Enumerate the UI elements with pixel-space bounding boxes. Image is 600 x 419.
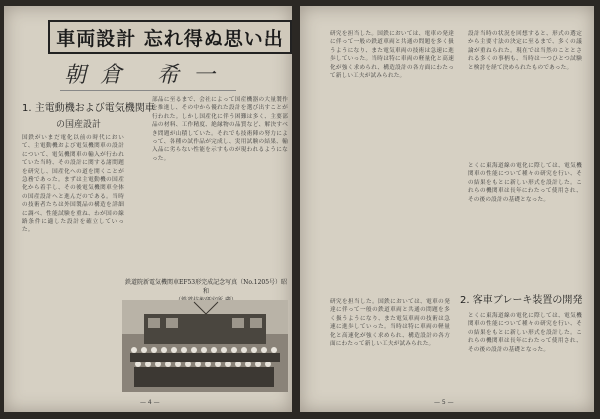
section-heading-2: 2. 客車ブレーキ装置の開発 <box>460 295 583 306</box>
signature-underline <box>60 90 236 91</box>
right-text-column-1: 研究を担当した。国鉄においては、電車の発達に伴って一般の鉄道車両と共通の問題を多く扱うようになり、また電気車両の技術は急速に進歩していった。当時は特に車両の軽量化と高速化が強く求められ、構造設計の各方面にわたって新しい工夫が試みられた。 <box>330 31 454 80</box>
left-text-column-1: 国鉄がいまだ電化以前の時代において、主電動機および電気機関車の設計について、電気機関車の輸入が行われていた当時、その設計に関する諸問題を研究し、国産化への道を開くことが急務であった。まずは主電動機の国産化から着手し、その後電気機関車全体の国産設計へと進んだのである。当時の技術者たちは外国製品の構造を詳細に調べ、性能試験を重ね、わが国の線路条件に適した設計を確立していった。 <box>22 135 124 234</box>
right-page <box>300 6 594 412</box>
left-text-column-2: 部品に至るまで、会社によって国産機器の大量製作を推進し、その中から優れた設計を選び出すことが行われた。しかし国産化に伴う困難は多く、主要部品の材料、工作精度、絶縁物の品質など、解決すべき問題が山積していた。それでも技術陣の努力によって、各種の試作品が完成し、実用試験の結果、輸入品に劣らない性能を示すものが現われるようになった。 <box>152 97 288 162</box>
right-text-column-4: とくに東海道線の電化に際しては、電気機関車の性能について種々の研究を行い、その結果をもとに新しい形式を設計した。これらの機関車は長年にわたって使用され、その後の設計の基礎となった。 <box>468 313 582 353</box>
author-signature: 朝倉 希一 <box>64 63 229 88</box>
section-heading-1: 1. 主電動機および電気機関車 <box>22 103 155 114</box>
photo-caption-main: 鉄道院新電気機関車EF53形完成記念写真（No.1205号）昭和 <box>124 279 288 295</box>
right-page-number: — 5 — <box>434 399 454 406</box>
group-photo <box>122 300 288 392</box>
section-subheading-1: の国産設計 <box>56 120 102 130</box>
right-text-column-3: とくに東海道線の電化に際しては、電気機関車の性能について種々の研究を行い、その結果をもとに新しい形式を設計した。これらの機関車は長年にわたって使用され、その後の設計の基礎となった。 <box>468 163 582 203</box>
right-text-column-1-lower: 研究を担当した。国鉄においては、電車の発達に伴って一般の鉄道車両と共通の問題を多く扱うようになり、また電気車両の技術は急速に進歩していった。当時は特に車両の軽量化と高速化が強く求められ、構造設計の各方面にわたって新しい工夫が試みられた。 <box>330 299 450 348</box>
article-title: 車両設計 忘れ得ぬ思い出 <box>48 20 292 54</box>
right-text-column-2: 設計当時の状況を回想すると、形式の選定から主要寸法の決定に至るまで、多くの議論が重ねられた。現在では当然のこととされる多くの事柄も、当時は一つひとつ試験と検討を経て決められたものであった。 <box>468 31 582 71</box>
left-page <box>4 6 292 412</box>
left-page-number: — 4 — <box>140 399 160 406</box>
group-photo-image <box>122 300 288 392</box>
